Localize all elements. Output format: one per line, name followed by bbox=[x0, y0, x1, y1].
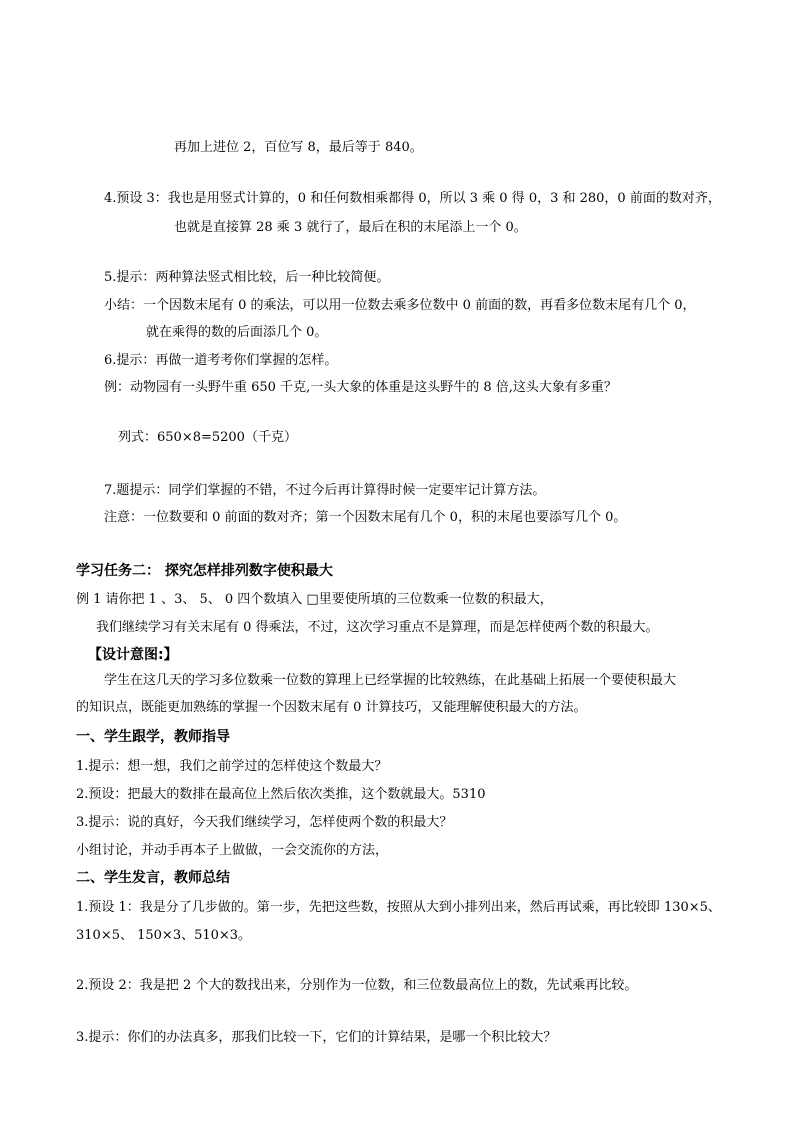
text-line: 1.提示：想一想，我们之前学过的怎样使这个数最大？ bbox=[76, 759, 388, 774]
text-line: 例：动物园有一头野牛重 650 千克,一头大象的体重是这头野牛的 8 倍,这头大象有多重？ bbox=[104, 380, 617, 395]
text-line: 7.题提示：同学们掌握的不错，不过今后再计算得时候一定要牢记计算方法。 bbox=[104, 483, 546, 498]
text-line: 3.提示：说的真好，今天我们继续学习，怎样使两个数的积最大？ bbox=[76, 815, 453, 830]
text-line: 3.提示：你们的办法真多，那我们比较一下，它们的计算结果，是哪一个积比较大？ bbox=[76, 1030, 557, 1045]
text-line: 小组讨论，并动手再本子上做做，一会交流你的方法， bbox=[76, 843, 389, 858]
text-line: 5.提示：两种算法竖式相比较，后一种比较简便。 bbox=[104, 270, 390, 285]
text-line: 2.预设 2：我是把 2 个大的数找出来，分别作为一位数，和三位数最高位上的数，先试乘再比较。 bbox=[76, 978, 638, 993]
section-heading: 学习任务二： 探究怎样排列数字使积最大 bbox=[76, 563, 333, 579]
text-line: 注意：一位数要和 0 前面的数对齐；第一个因数末尾有几个 0，积的末尾也要添写几个 0。 bbox=[104, 510, 627, 525]
text-line: 的知识点，既能更加熟练的掌握一个因数末尾有 0 计算技巧，又能理解使积最大的方法。 bbox=[76, 700, 587, 715]
text-line: 就在乘得的数的后面添几个 0。 bbox=[146, 325, 328, 340]
text-line: 小结：一个因数末尾有 0 的乘法，可以用一位数去乘多位数中 0 前面的数，再看多位数末尾有几个 0， bbox=[104, 298, 696, 313]
text-line: 再加上进位 2，百位写 8，最后等于 840。 bbox=[174, 140, 423, 155]
text-line: 4.预设 3：我也是用竖式计算的，0 和任何数相乘都得 0，所以 3 乘 0 得 0，3 和 280，0 前面的数对齐， bbox=[104, 191, 721, 206]
text-line: 列式：650×8=5200（千克） bbox=[118, 430, 297, 445]
text-line: 2.预设：把最大的数排在最高位上然后依次类推，这个数就最大。5310 bbox=[76, 787, 486, 802]
text-line: 学生在这几天的学习多位数乘一位数的算理上已经掌握的比较熟练，在此基础上拓展一个要使积最大 bbox=[104, 673, 677, 688]
text-line: 例 1 请你把 1 、3、 5、 0 四个数填入 □里要使所填的三位数乘一位数的积最大， bbox=[76, 592, 553, 607]
text-line: 也就是直接算 28 乘 3 就行了，最后在积的末尾添上一个 0。 bbox=[174, 220, 527, 235]
design-intent-label: 【设计意图:】 bbox=[88, 647, 178, 663]
section-heading: 一、学生跟学，教师指导 bbox=[76, 729, 230, 745]
text-line: 我们继续学习有关末尾有 0 得乘法，不过，这次学习重点不是算理，而是怎样使两个数的积最大。 bbox=[96, 620, 659, 635]
text-line: 310×5、 150×3、510×3。 bbox=[76, 928, 252, 943]
text-line: 1.预设 1：我是分了几步做的。第一步，先把这些数，按照从大到小排列出来，然后再试乘，再比较即 130×5、 bbox=[76, 900, 721, 915]
section-heading: 二、学生发言，教师总结 bbox=[76, 870, 230, 886]
text-line: 6.提示：再做一道考考你们掌握的怎样。 bbox=[104, 353, 338, 368]
